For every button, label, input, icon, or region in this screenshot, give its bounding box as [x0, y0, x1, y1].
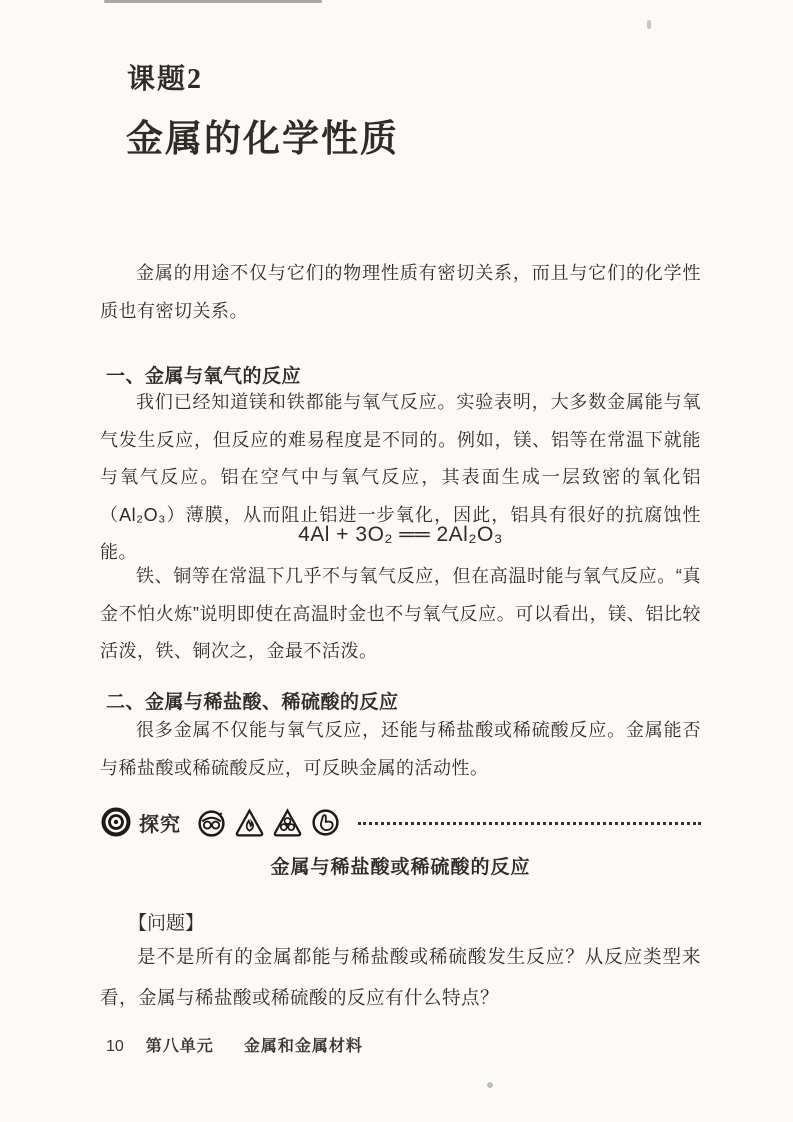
- explore-label: 探究: [139, 813, 181, 836]
- flammable-warning-icon: [234, 807, 265, 838]
- unit-title: 金属和金属材料: [243, 1038, 363, 1055]
- unit-label: 第八单元: [145, 1038, 214, 1055]
- acid-paragraph: 很多金属不仅能与氧气反应，还能与稀盐酸或稀硫酸反应。金属能否与稀盐酸或稀硫酸反应，可反映金属的活动性。: [100, 720, 701, 778]
- fan-warning-icon: [272, 807, 303, 838]
- explore-banner: [100, 801, 701, 843]
- page-footer: [106, 1033, 363, 1056]
- hand-caution-icon: [310, 807, 341, 838]
- goggles-safety-icon: [196, 807, 227, 838]
- scan-artifact-mark: [647, 20, 651, 29]
- chemical-equation: 4Al + 3O₂ ══ 2Al₂O₃: [298, 523, 503, 546]
- intro-paragraph: 金属的用途不仅与它们的物理性质有密切关系，而且与它们的化学性质也有密切关系。: [100, 263, 701, 321]
- oxygen-paragraph-1: 我们已经知道镁和铁都能与氧气反应。实验表明，大多数金属能与氧气发生反应，但反应的难易程度是不同的。例如，镁、铝等在常温下就能与氧气反应。铝在空气中与氧气反应，其表面生成一层致密的氧化铝（Al₂O₃）薄膜，从而阻止铝进一步氧化，因此，铝具有很好的抗腐蚀性能。: [100, 392, 701, 562]
- page-title: 金属的化学性质: [126, 119, 399, 160]
- scan-artifact-line: [104, 0, 322, 3]
- section-heading-acid: 二、金属与稀盐酸、稀硫酸的反应: [106, 692, 399, 713]
- scan-artifact-dot: [487, 1082, 493, 1088]
- dotted-rule: [358, 822, 701, 825]
- problem-question: 是不是所有的金属都能与稀盐酸或稀硫酸发生反应？从反应类型来看，金属与稀盐酸或稀硫酸的反应有什么特点？: [100, 948, 701, 1009]
- topic-label: 课题2: [127, 64, 204, 95]
- oxygen-paragraph-2: 铁、铜等在常温下几乎不与氧气反应，但在高温时能与氧气反应。“真金不怕火炼”说明即使在高温时金也不与氧气反应。可以看出，镁、铝比较活泼，铁、铜次之，金最不活泼。: [100, 566, 701, 661]
- explore-target-icon: [100, 806, 132, 838]
- activity-title: 金属与稀盐酸或稀硫酸的反应: [270, 857, 531, 878]
- section-heading-oxygen: 一、金属与氧气的反应: [106, 366, 302, 387]
- problem-label: 【问题】: [128, 913, 205, 934]
- page-number: 10: [106, 1038, 124, 1055]
